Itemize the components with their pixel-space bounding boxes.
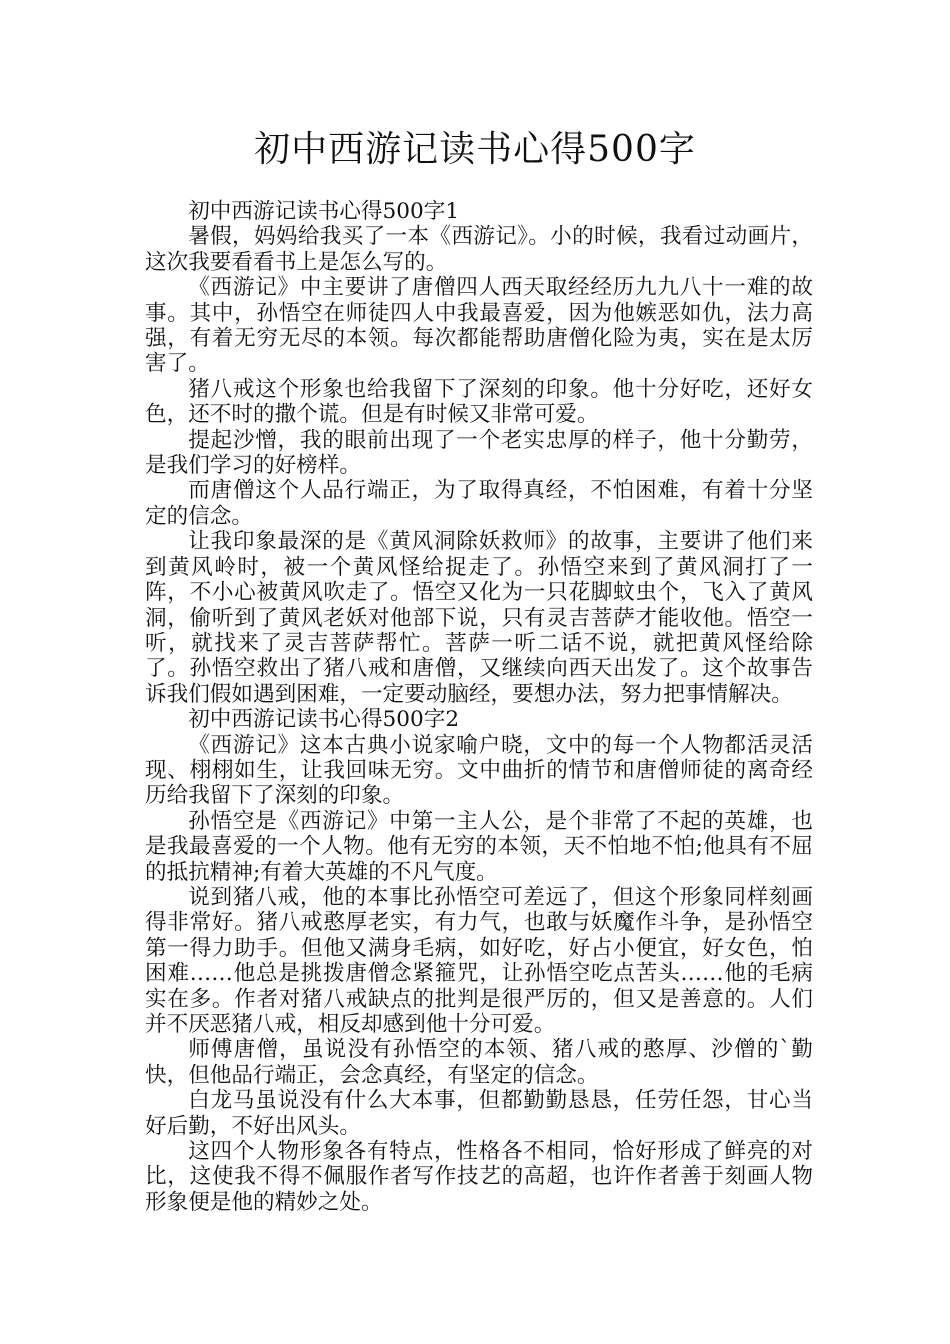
paragraph: 提起沙憎，我的眼前出现了一个老实忠厚的样子，他十分勤劳，是我们学习的好榜样。	[145, 427, 813, 479]
section-heading-1: 初中西游记读书心得500字1	[188, 199, 460, 224]
paragraph: 白龙马虽说没有什么大本事，但都勤勤恳恳，任劳任怨，甘心当好后勤，不好出风头。	[145, 1088, 813, 1139]
paragraph: 而唐僧这个人品行端正，为了取得真经，不怕困难，有着十分坚定的信念。	[145, 478, 813, 529]
paragraph: 说到猪八戒，他的本事比孙悟空可差远了，但这个形象同样刻画得非常好。猪八戒憨厚老实，有力气，也敢与妖魔作斗争，是孙悟空第一得力助手。但他又满身毛病，如好吃，好占小便宜，好女色，怕困难……他总是挑拨唐僧念紧箍咒，让孙悟空吃点苦头……他的毛病实在多。作者对猪八戒缺点的批判是很严厉的，但又是善意的。人们并不厌恶猪八戒，相反却感到他十分可爱。	[145, 884, 813, 1037]
paragraph: 猪八戒这个形象也给我留下了深刻的印象。他十分好吃，还好女色，还不时的撒个谎。但是有时候又非常可爱。	[145, 376, 813, 428]
paragraph: 这四个人物形象各有特点，性格各不相同，恰好形成了鲜亮的对比，这使我不得不佩服作者写作技艺的高超，也许作者善于刻画人物形象便是他的精妙之处。	[145, 1139, 813, 1215]
paragraph: 《西游记》中主要讲了唐僧四人西天取经经历九九八十一难的故事。其中，孙悟空在师徒四人中我最喜爱，因为他嫉恶如仇，法力高强，有着无穷无尽的本领。每次都能帮助唐僧化险为夷，实在是太厉害了。	[145, 275, 813, 377]
paragraph: 孙悟空是《西游记》中第一主人公，是个非常了不起的英雄，也是我最喜爱的一个人物。他有无穷的本领，天不怕地不怕;他具有不屈的抵抗精神;有着大英雄的不凡气度。	[145, 808, 813, 885]
section-heading-2: 初中西游记读书心得500字2	[188, 707, 460, 733]
paragraph: 让我印象最深的是《黄风洞除妖救师》的故事，主要讲了他们来到黄风岭时，被一个黄风怪给捉走了。孙悟空来到了黄风洞打了一阵，不小心被黄风吹走了。悟空又化为一只花脚蚊虫个，飞入了黄风洞，偷听到了黄风老妖对他部下说，只有灵吉菩萨才能收他。悟空一听，就找来了灵吉菩萨帮忙。菩萨一听二话不说，就把黄风怪给除了。孙悟空救出了猪八戒和唐僧，又继续向西天出发了。这个故事告诉我们假如遇到困难，一定要动脑经，要想办法，努力把事情解决。	[145, 529, 813, 707]
paragraph: 暑假，妈妈给我买了一本《西游记》。小的时候，我看过动画片，这次我要看看书上是怎么写的。	[145, 224, 813, 275]
paragraph: 师傅唐僧，虽说没有孙悟空的本领、猪八戒的憨厚、沙僧的`勤快，但他品行端正，会念真经，有坚定的信念。	[145, 1037, 813, 1088]
document-body	[145, 199, 813, 1215]
document-title: 初中西游记读书心得500字	[254, 129, 696, 170]
paragraph: 《西游记》这本古典小说家喻户晓，文中的每一个人物都活灵活现、栩栩如生，让我回味无穷。文中曲折的情节和唐僧师徒的离奇经历给我留下了深刻的印象。	[145, 732, 813, 809]
